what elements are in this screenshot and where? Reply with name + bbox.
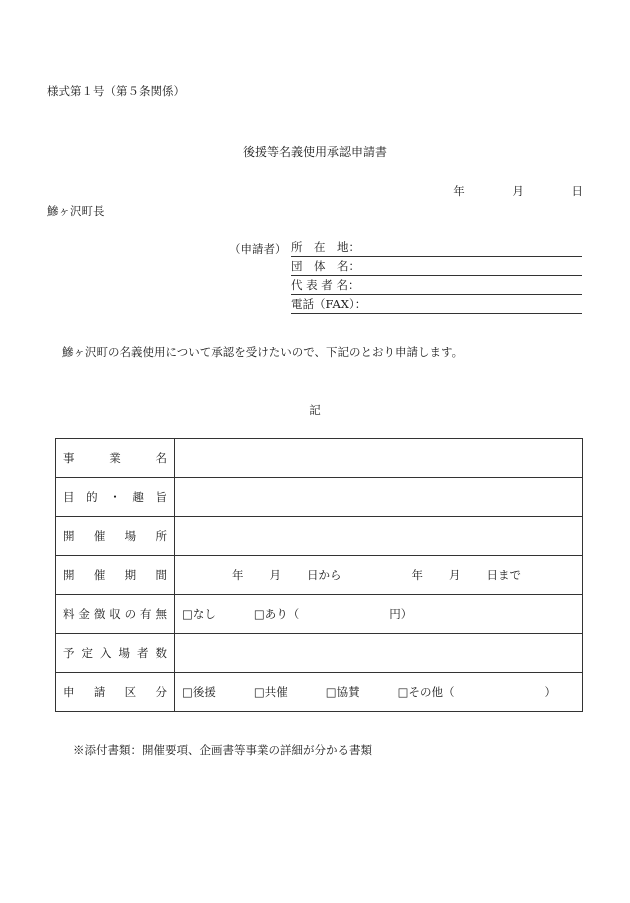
attendance-cell[interactable] bbox=[175, 634, 583, 673]
applicant-address-label: 所 在 地： bbox=[291, 240, 360, 254]
category-cell bbox=[175, 673, 583, 712]
label-char: 収 bbox=[109, 607, 121, 621]
row-label-attendance bbox=[56, 634, 175, 673]
form-number: 様式第１号（第５条関係） bbox=[47, 84, 185, 98]
label-char: 場 bbox=[118, 646, 130, 660]
label-char: の bbox=[124, 607, 137, 621]
date-day: 日 bbox=[571, 184, 583, 198]
date-line bbox=[453, 183, 583, 199]
row-label-fee bbox=[56, 595, 175, 634]
row-label-event-name bbox=[56, 439, 175, 478]
label-char: 業 bbox=[109, 451, 121, 465]
event-name-cell[interactable] bbox=[175, 439, 583, 478]
row-label-period bbox=[56, 556, 175, 595]
request-text: 鰺ヶ沢町の名義使用について承認を受けたいので、下記のとおり申請します。 bbox=[62, 345, 464, 359]
category-cosponsor-checkbox[interactable]: □共催 bbox=[253, 685, 288, 699]
period-year-to: 年 bbox=[411, 568, 423, 582]
label-char: 期 bbox=[124, 568, 137, 582]
label-char: 予 bbox=[63, 646, 75, 660]
category-support-checkbox[interactable]: □後援 bbox=[182, 685, 216, 699]
label-char: 有 bbox=[140, 607, 152, 621]
category-other-close: ） bbox=[544, 685, 556, 699]
applicant-label: （申請者） bbox=[229, 242, 287, 256]
table-row bbox=[56, 478, 583, 517]
date-year: 年 bbox=[453, 184, 465, 198]
row-label-category bbox=[56, 673, 175, 712]
period-month-from: 月 bbox=[269, 568, 281, 582]
label-char: 金 bbox=[78, 607, 90, 621]
label-char: 趣 bbox=[132, 490, 144, 504]
label-char: 的 bbox=[86, 490, 98, 504]
applicant-phone-label: 電話（FAX）： bbox=[291, 297, 367, 311]
label-char: 所 bbox=[155, 529, 167, 543]
fee-yes-checkbox[interactable]: □あり（ bbox=[253, 607, 300, 621]
label-char: 目 bbox=[63, 490, 75, 504]
label-char: 者 bbox=[137, 646, 149, 660]
table-row bbox=[56, 517, 583, 556]
venue-cell[interactable] bbox=[175, 517, 583, 556]
label-char: 間 bbox=[155, 568, 167, 582]
table-row bbox=[56, 439, 583, 478]
label-char: 数 bbox=[155, 646, 167, 660]
table-row bbox=[56, 673, 583, 712]
fee-yen-label: 円） bbox=[389, 607, 413, 621]
label-char: 料 bbox=[63, 607, 75, 621]
label-char: 場 bbox=[124, 529, 137, 543]
attachment-note: ※添付書類：開催要項、企画書等事業の詳細が分かる書類 bbox=[73, 743, 372, 757]
label-char: 開 bbox=[63, 568, 75, 582]
category-assist-checkbox[interactable]: □協賛 bbox=[325, 685, 360, 699]
category-other-checkbox[interactable]: □その他（ bbox=[397, 685, 455, 699]
date-month: 月 bbox=[512, 184, 524, 198]
applicant-rep-label: 代 表 者 名： bbox=[291, 278, 360, 292]
fee-none-checkbox[interactable]: □なし bbox=[182, 607, 216, 621]
applicant-org-label: 団 体 名： bbox=[291, 259, 360, 273]
label-char: 催 bbox=[93, 529, 106, 543]
period-day-from: 日から bbox=[307, 568, 342, 582]
label-char: 請 bbox=[93, 685, 106, 699]
applicant-rep-field[interactable] bbox=[291, 276, 582, 295]
applicant-org-field[interactable] bbox=[291, 257, 582, 276]
label-char: 名 bbox=[155, 451, 167, 465]
fee-cell bbox=[175, 595, 583, 634]
label-char: 旨 bbox=[155, 490, 167, 504]
purpose-cell[interactable] bbox=[175, 478, 583, 517]
label-char: ・ bbox=[109, 490, 121, 504]
label-char: 催 bbox=[93, 568, 106, 582]
applicant-phone-field[interactable] bbox=[291, 295, 582, 314]
label-char: 無 bbox=[155, 607, 167, 621]
label-char: 区 bbox=[124, 685, 137, 699]
row-label-purpose bbox=[56, 478, 175, 517]
applicant-address-field[interactable] bbox=[291, 238, 582, 257]
label-char: 開 bbox=[63, 529, 75, 543]
table-row bbox=[56, 556, 583, 595]
label-char: 申 bbox=[63, 685, 75, 699]
ki-heading: 記 bbox=[309, 403, 321, 417]
label-char: 徴 bbox=[93, 607, 106, 621]
period-cell[interactable] bbox=[175, 556, 583, 595]
table-row bbox=[56, 595, 583, 634]
document-title: 後援等名義使用承認申請書 bbox=[242, 145, 387, 159]
label-char: 事 bbox=[63, 451, 75, 465]
period-month-to: 月 bbox=[449, 568, 461, 582]
label-char: 定 bbox=[81, 646, 93, 660]
label-char: 入 bbox=[100, 646, 112, 660]
addressee: 鰺ヶ沢町長 bbox=[47, 204, 105, 218]
table-row bbox=[56, 634, 583, 673]
row-label-venue bbox=[56, 517, 175, 556]
application-table bbox=[55, 438, 583, 712]
period-year-from: 年 bbox=[232, 568, 244, 582]
label-char: 分 bbox=[155, 685, 167, 699]
period-day-to: 日まで bbox=[486, 568, 521, 582]
